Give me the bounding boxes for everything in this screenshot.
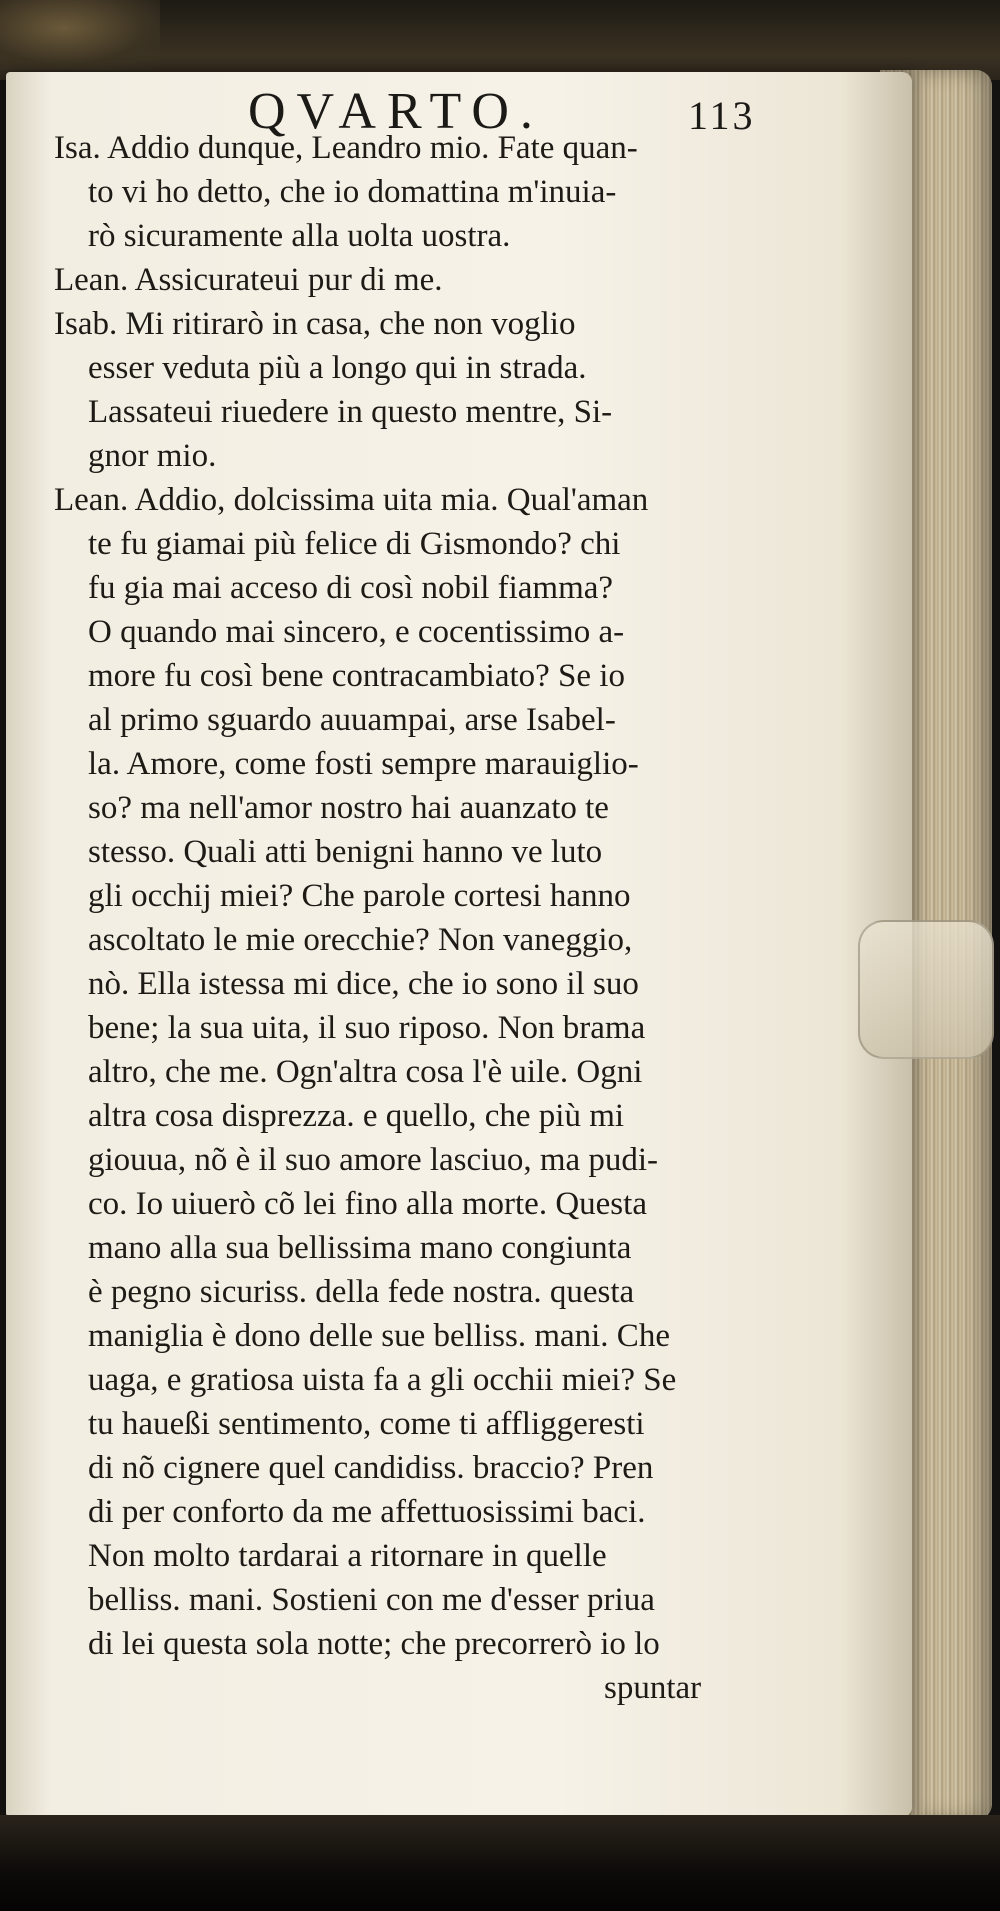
page-number: 113 [688, 93, 756, 138]
thumb-tab [858, 920, 994, 1059]
text-line: di lei questa sola notte; che precorrerò io lo [88, 1626, 660, 1662]
text-line: Isab. Mi ritirarò in casa, che non voglio [54, 306, 576, 342]
text-line: Lean. Assicurateui pur di me. [54, 262, 443, 298]
background-corner [0, 0, 160, 70]
text-line: uaga, e gratiosa uista fa a gli occhii miei? Se [88, 1362, 677, 1398]
text-line: te fu giamai più felice di Gismondo? chi [88, 526, 621, 562]
text-line: so? ma nell'amor nostro hai auanzato te [88, 790, 609, 826]
text-line: al primo sguardo auuampai, arse Isabel- [88, 702, 616, 738]
text-line: mano alla sua bellissima mano congiunta [88, 1230, 632, 1266]
text-line: nò. Ella istessa mi dice, che io sono il suo [88, 966, 639, 1002]
text-line: esser veduta più a longo qui in strada. [88, 350, 587, 386]
text-line: rò sicuramente alla uolta uostra. [88, 218, 511, 254]
text-line: Non molto tardarai a ritornare in quelle [88, 1538, 607, 1574]
text-line: belliss. mani. Sostieni con me d'esser priua [88, 1582, 655, 1618]
text-line: tu haueßi sentimento, come ti affliggeresti [88, 1406, 645, 1442]
text-line: ascoltato le mie orecchie? Non vaneggio, [88, 922, 633, 958]
text-line: di nõ cignere quel candidiss. braccio? Pren [88, 1450, 654, 1486]
running-head-title: QVARTO. [248, 83, 544, 140]
catchword: spuntar [604, 1670, 702, 1706]
text-line: è pegno sicuriss. della fede nostra. questa [88, 1274, 635, 1310]
text-line: fu gia mai acceso di così nobil fiamma? [88, 570, 614, 606]
text-line: to vi ho detto, che io domattina m'inuia- [88, 174, 617, 210]
text-line: altro, che me. Ogn'altra cosa l'è uile. Ogni [88, 1054, 643, 1090]
text-line: more fu così bene contracambiato? Se io [88, 658, 625, 694]
text-line: maniglia è dono delle sue belliss. mani. Che [88, 1318, 670, 1354]
background-bottom [0, 1815, 1000, 1911]
text-line: gli occhij miei? Che parole cortesi hanno [88, 878, 631, 914]
text-line: Isa. Addio dunque, Leandro mio. Fate quan- [54, 130, 638, 166]
text-line: giouua, nõ è il suo amore lasciuo, ma pudi- [88, 1142, 659, 1178]
text-line: Lean. Addio, dolcissima uita mia. Qual'aman [54, 482, 649, 518]
text-line: bene; la sua uita, il suo riposo. Non brama [88, 1010, 646, 1046]
text-line: di per conforto da me affettuosissimi baci. [88, 1494, 646, 1530]
text-line: la. Amore, come fosti sempre marauiglio- [88, 746, 639, 782]
text-line: gnor mio. [88, 438, 217, 474]
text-line: co. Io uiuerò cõ lei fino alla morte. Questa [88, 1186, 647, 1222]
text-line: O quando mai sincero, e cocentissimo a- [88, 614, 625, 650]
text-line: Lassateui riuedere in questo mentre, Si- [88, 394, 613, 430]
text-line: altra cosa disprezza. e quello, che più mi [88, 1098, 625, 1134]
text-line: stesso. Quali atti benigni hanno ve luto [88, 834, 603, 870]
